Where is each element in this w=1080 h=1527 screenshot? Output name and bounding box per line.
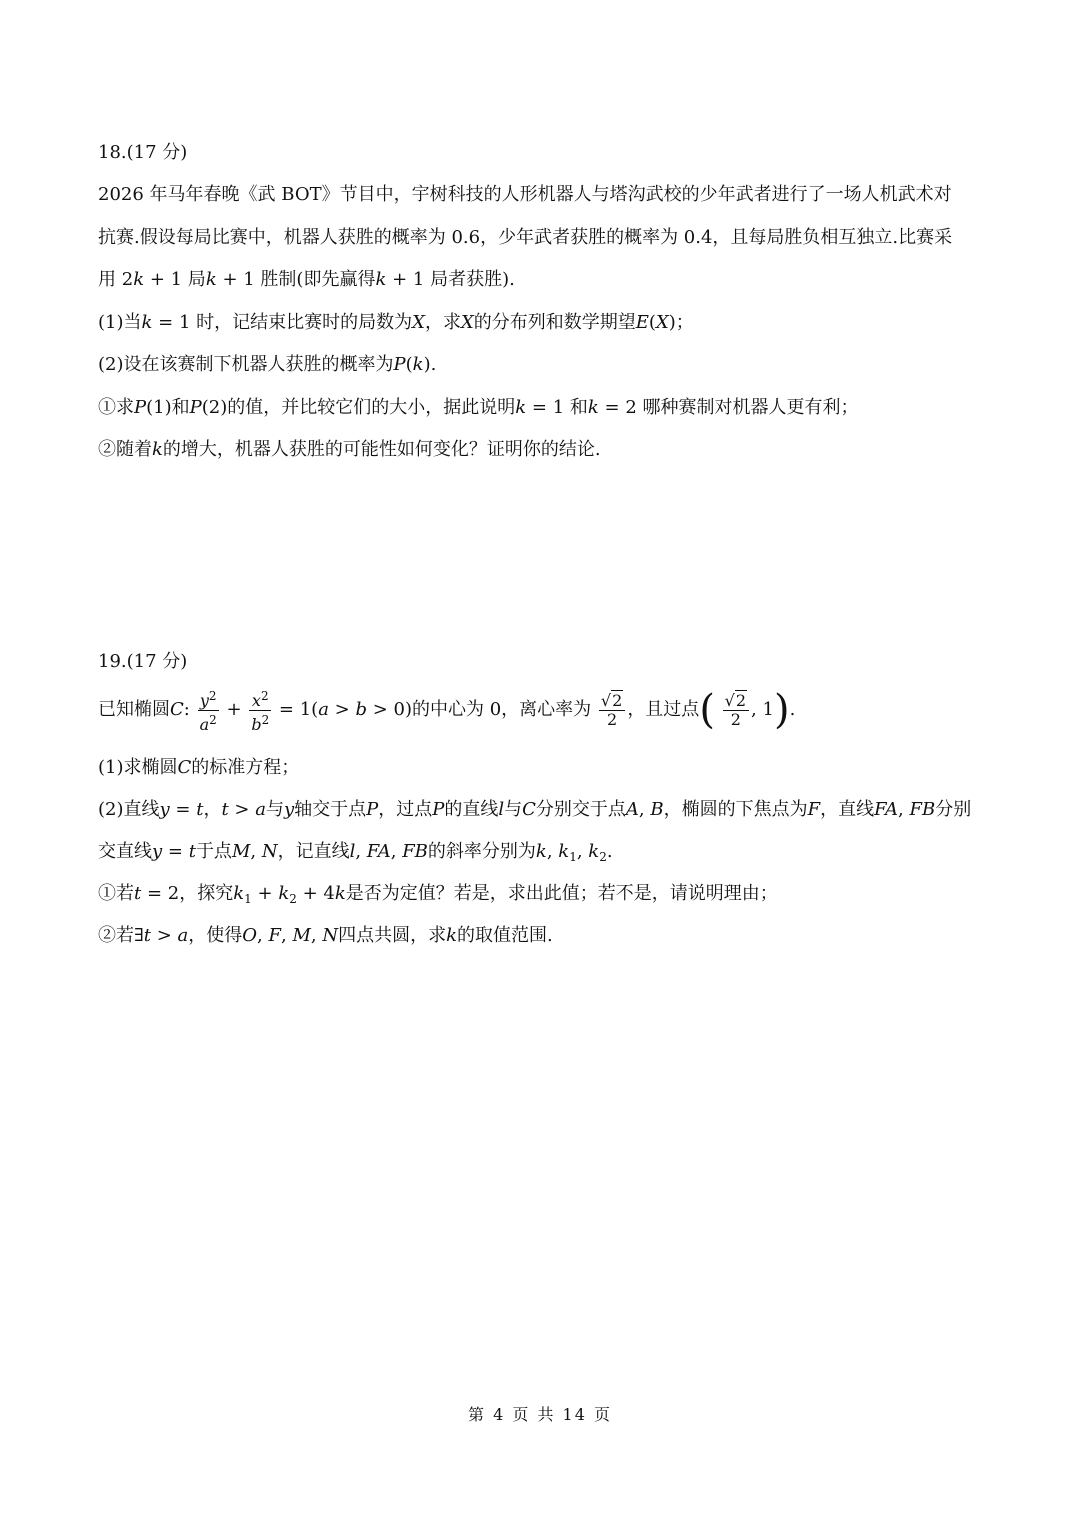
problem-19-question-2-2: ②若∃t > a，使得O, F, M, N四点共圆，求k的取值范围. xyxy=(98,925,553,946)
problem-19-header: 19.(17 分) xyxy=(98,651,188,672)
problem-18-question-2-2: ②随着k的增大，机器人获胜的可能性如何变化？证明你的结论. xyxy=(98,439,601,460)
problem-18-question-2: (2)设在该赛制下机器人获胜的概率为P(k). xyxy=(98,354,437,375)
problem-19-question-2-cont: 交直线y = t于点M, N，记直线l, FA, FB的斜率分别为k, $k_1$, $k_2$. xyxy=(98,841,613,864)
problem-19-line-1: 已知椭圆C: $\frac{y^2}{a^2}$ + $\frac{x^2}{b^2}$ = 1(a > b > 0)的中心为 0，离心率为 $\frac{√2}{2}$ ，且过点( $\frac{√2}{2}$ , 1). xyxy=(98,687,796,734)
problem-19-question-2-1: ①若t = 2，探究$k_1 + k_2 + 4k$是否为定值？若是，求出此值；若不是，请说明理由； xyxy=(98,883,778,906)
problem-18-line-2: 抗赛.假设每局比赛中，机器人获胜的概率为 0.6，少年武者获胜的概率为 0.4，且每局胜负相互独立.比赛采 xyxy=(98,227,953,248)
problem-19-question-2: (2)直线y = t，t > a与y轴交于点P，过点P的直线l与C分别交于点A, B，椭圆的下焦点为F，直线FA, FB分别 xyxy=(98,799,972,820)
problem-19-question-1: (1)求椭圆C的标准方程； xyxy=(98,757,300,778)
fraction-y2-a2: $\frac{y^2}{a^2}$ xyxy=(199,688,217,734)
problem-18-question-1: (1)当k = 1 时，记结束比赛时的局数为X，求X的分布列和数学期望E(X)； xyxy=(98,312,694,333)
fraction-x2-b2: $\frac{x^2}{b^2}$ xyxy=(251,688,270,734)
fraction-point-x: $\frac{√2}{2}$ xyxy=(723,692,749,729)
problem-18-header: 18.(17 分) xyxy=(98,142,188,163)
problem-18-question-2-1: ①求P(1)和P(2)的值，并比较它们的大小，据此说明k = 1 和k = 2 哪种赛制对机器人更有利； xyxy=(98,397,859,418)
problem-18-line-3: 用 2k + 1 局k + 1 胜制(即先赢得k + 1 局者获胜). xyxy=(98,269,515,290)
page-footer: 第 4 页 共 14 页 xyxy=(468,1405,612,1424)
problem-18-line-1: 2026 年马年春晚《武 BOT》节目中，宇树科技的人形机器人与塔沟武校的少年武者进行了一场人机武术对 xyxy=(98,184,952,205)
fraction-eccentricity: $\frac{√2}{2}$ xyxy=(599,692,625,729)
